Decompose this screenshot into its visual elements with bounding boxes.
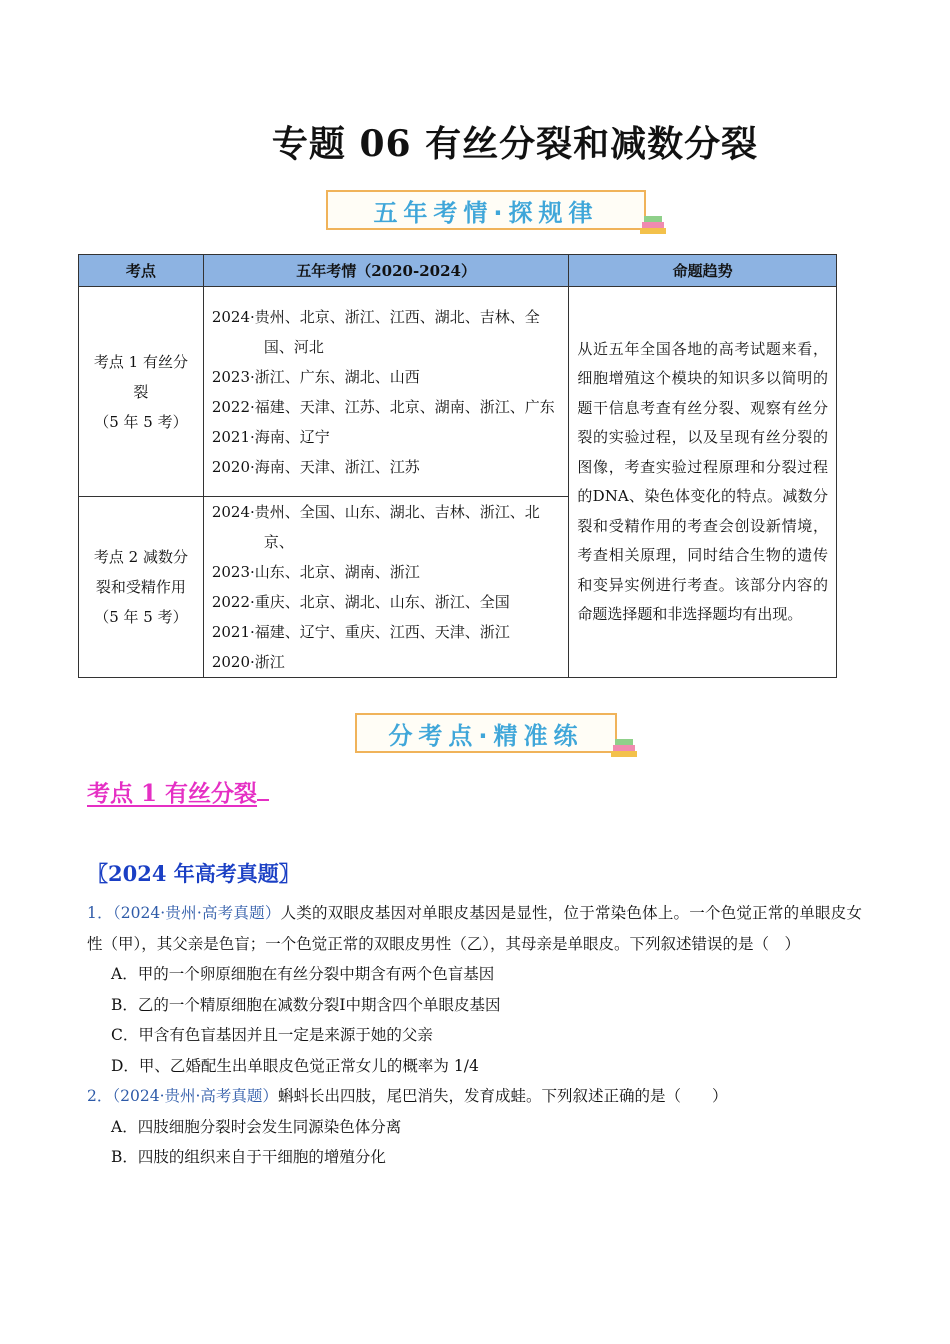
books-icon <box>638 214 668 236</box>
banner-label: 五年考情·探规律 <box>373 198 599 227</box>
kp-line: （5 年 5 考） <box>94 608 188 626</box>
kp-line: 裂 <box>133 382 149 401</box>
question-stem <box>87 898 862 959</box>
year-line: 2020·海南、天津、浙江、江苏 <box>211 457 420 476</box>
heading-underline-tail <box>257 799 269 801</box>
question <box>87 898 862 1081</box>
question-number: 2． <box>87 1087 113 1105</box>
section-heading-text: 考点 1 有丝分裂 <box>87 780 258 807</box>
year-line: 2024·贵州、北京、浙江、江西、湖北、吉林、全国、河北 <box>211 307 540 356</box>
year-line: 2023·山东、北京、湖南、浙江 <box>211 563 420 581</box>
section-heading <box>87 775 269 808</box>
kp-line: 考点 1 有丝分 <box>93 352 188 371</box>
question-text: 蝌蚪长出四肢，尾巴消失，发育成蛙。下列叙述正确的是（ ） <box>277 1087 728 1105</box>
years-cell <box>203 497 569 678</box>
year-line: 2021·福建、辽宁、重庆、江西、天津、浙江 <box>211 623 510 641</box>
question-number: 1． <box>87 904 113 922</box>
page-title: 专题 06 有丝分裂和减数分裂 <box>271 123 759 165</box>
option: A．甲的一个卵原细胞在有丝分裂中期含有两个色盲基因 <box>111 965 495 983</box>
question-source: （2024·贵州·高考真题） <box>112 904 281 922</box>
trend-cell: 从近五年全国各地的高考试题来看，细胞增殖这个模块的知识多以简明的题干信息考查有丝分裂、观察有丝分裂的实验过程，以及呈现有丝分裂的图像，考查实验过程原理和分裂过程的DNA、染色体变化的特点。减数分裂和受精作用的考查会创设新情境，考查相关原理，同时结合生物的遗传和变异实例进行考查。该部分内容的命题选择题和非选择题均有出现。 <box>569 287 837 678</box>
books-icon <box>609 737 639 759</box>
banner-practice <box>355 713 617 753</box>
header-kp: 考点 <box>79 255 204 287</box>
year-line: 2023·浙江、广东、湖北、山西 <box>211 367 420 386</box>
year-line: 2024·贵州、全国、山东、湖北、吉林、浙江、北京、 <box>211 503 540 551</box>
question-source: （2024·贵州·高考真题） <box>112 1087 278 1105</box>
question-stem <box>87 1081 862 1112</box>
question <box>87 1081 862 1173</box>
year-line: 2020·浙江 <box>211 653 285 671</box>
kp-line: 考点 2 减数分 <box>93 548 188 566</box>
banner-label: 分考点·精准练 <box>388 721 584 750</box>
question-list <box>87 898 862 1173</box>
year-line: 2021·海南、辽宁 <box>211 427 330 446</box>
banner-five-year-trends <box>326 190 646 230</box>
exam-overview-table <box>78 254 837 678</box>
year-line: 2022·重庆、北京、湖北、山东、浙江、全国 <box>211 593 510 611</box>
option: A．四肢细胞分裂时会发生同源染色体分离 <box>111 1117 402 1136</box>
option: D．甲、乙婚配生出单眼皮色觉正常女儿的概率为 1/4 <box>111 1056 479 1075</box>
table-row <box>79 287 837 497</box>
kp-line: （5 年 5 考） <box>94 412 188 431</box>
kp-cell <box>79 497 204 678</box>
question-text: 人类的双眼皮基因对单眼皮基因是显性，位于常染色体上。一个色觉正常的单眼皮女性（甲），其父亲是色盲；一个色觉正常的双眼皮男性（乙），其母亲是单眼皮。下列叙述错误的是（ ） <box>87 904 862 953</box>
header-trend: 命题趋势 <box>569 255 837 287</box>
header-years: 五年考情（2020-2024） <box>203 255 569 287</box>
kp-line: 裂和受精作用 <box>95 578 186 596</box>
option: B．乙的一个精原细胞在减数分裂Ⅰ中期含四个单眼皮基因 <box>111 995 501 1014</box>
option: C．甲含有色盲基因并且一定是来源于她的父亲 <box>111 1026 433 1044</box>
years-cell <box>203 287 569 497</box>
year-heading: 〖2024 年高考真题〗 <box>87 861 300 886</box>
year-line: 2022·福建、天津、江苏、北京、湖南、浙江、广东 <box>211 397 555 416</box>
option: B．四肢的组织来自于干细胞的增殖分化 <box>111 1148 386 1166</box>
kp-cell <box>79 287 204 497</box>
